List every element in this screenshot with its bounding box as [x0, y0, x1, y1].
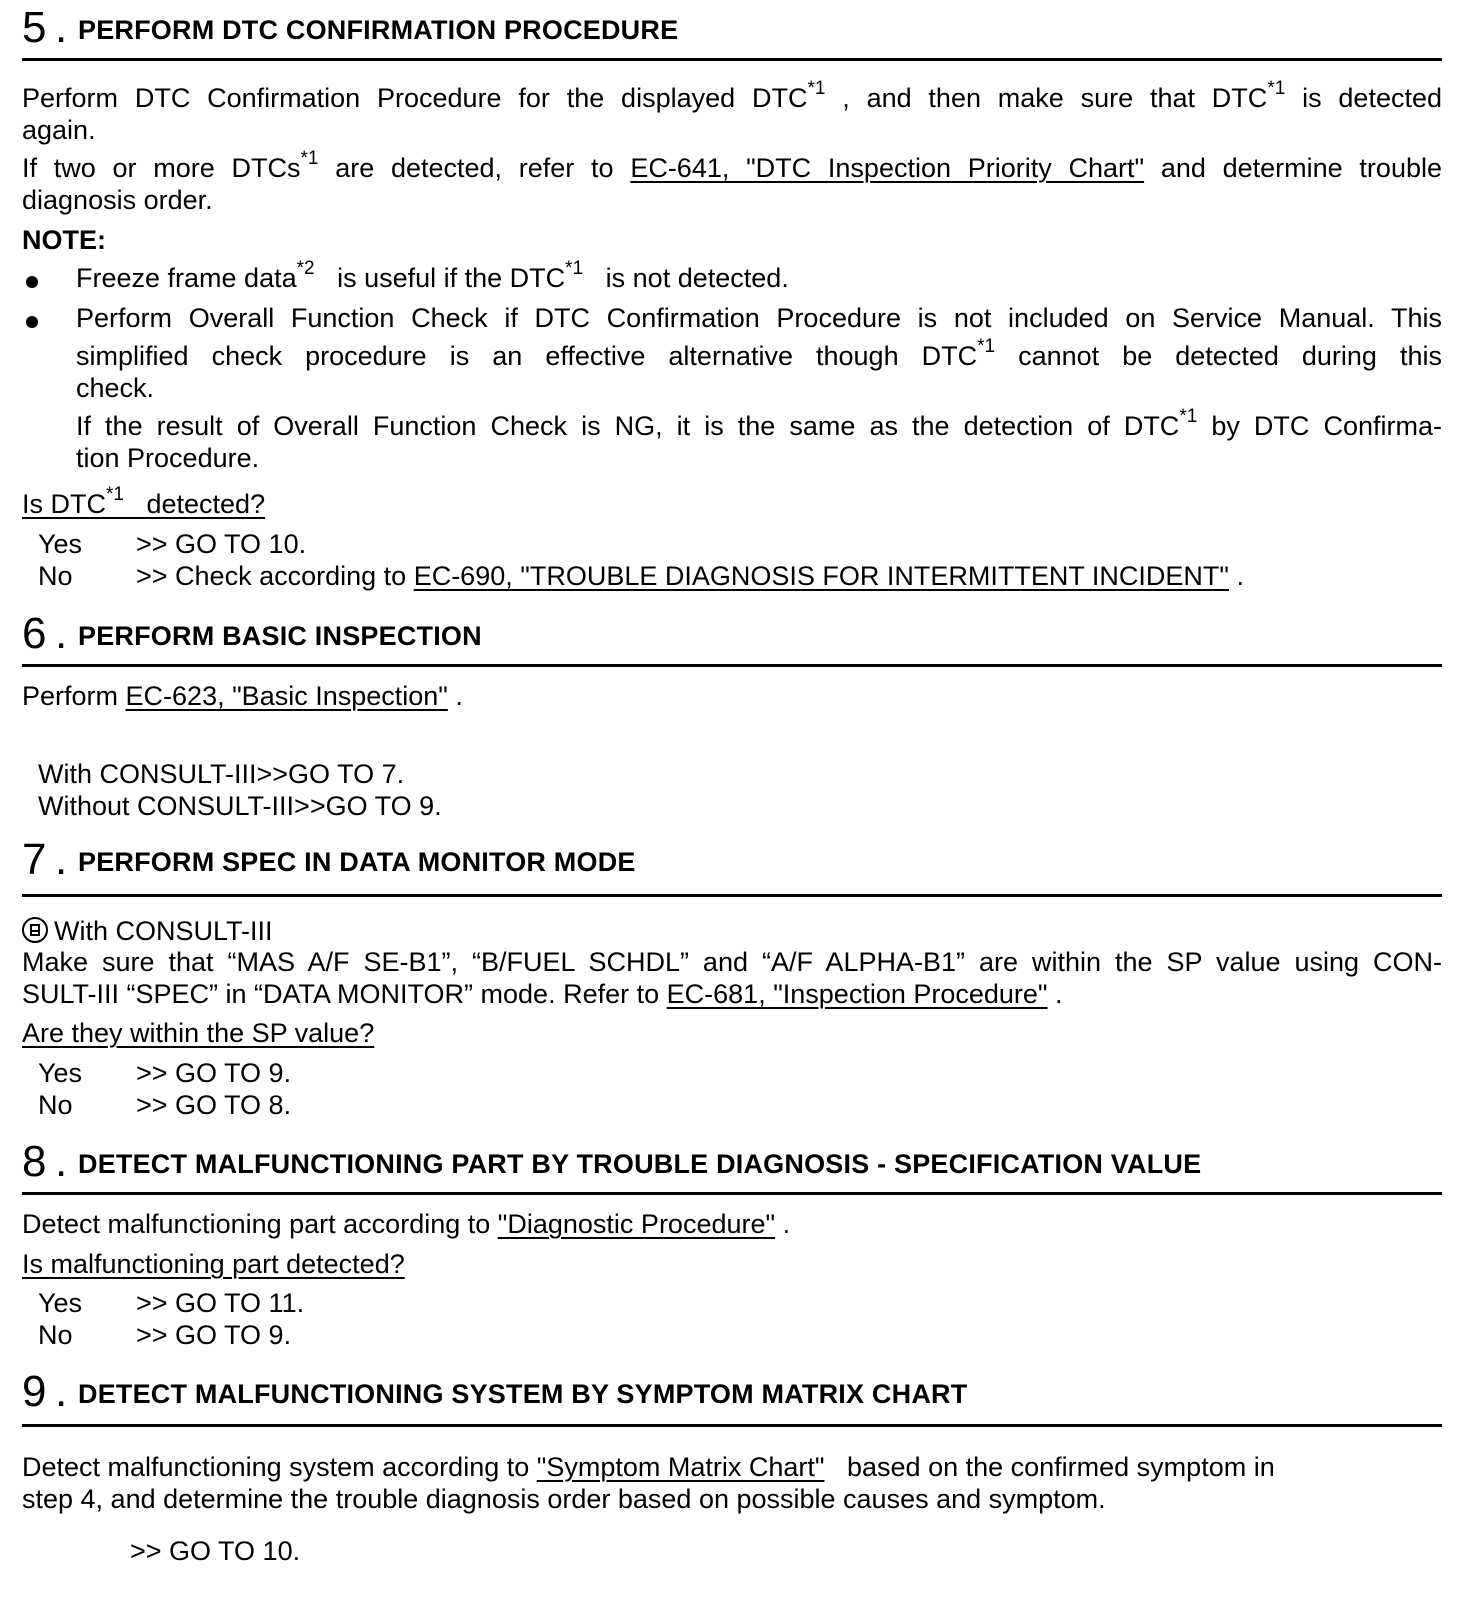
consult-tool-icon	[22, 917, 48, 943]
paragraph: Detect malfunctioning part according to "Diagnostic Procedure" .	[22, 1209, 791, 1239]
answer-yes-action: >> GO TO 11.	[136, 1288, 305, 1318]
paragraph-cont: again.	[22, 115, 96, 145]
note-bullet-1: Freeze frame data$^{*2}$ is useful if the DTC$^{*1}$ is not detected.	[76, 258, 789, 293]
link-inspection-procedure[interactable]: EC-681, "Inspection Procedure"	[666, 979, 1048, 1009]
with-consult-line: With CONSULT-III	[22, 914, 273, 947]
paragraph: Detect malfunctioning system according to "Symptom Matrix Chart" based on the confirmed symptom in	[22, 1452, 1275, 1482]
answer-yes-label: Yes	[38, 529, 83, 559]
paragraph-cont: SULT-III “SPEC” in “DATA MONITOR” mode. Refer to EC-681, "Inspection Procedure" .	[22, 979, 1063, 1009]
question: Are they within the SP value?	[22, 1018, 375, 1048]
note-bullet-2-cont: tion Procedure.	[76, 443, 260, 473]
link-diagnostic-procedure[interactable]: "Diagnostic Procedure"	[497, 1209, 776, 1239]
answer-no-label: No	[38, 1090, 73, 1120]
section-divider	[22, 1192, 1442, 1195]
answer-no-action: >> GO TO 8.	[136, 1090, 292, 1120]
section-title: PERFORM BASIC INSPECTION	[78, 621, 482, 651]
link-dtc-inspection-priority-chart[interactable]: EC-641, "DTC Inspection Priority Chart"	[630, 153, 1145, 183]
note-bullet-2-cont: check.	[76, 373, 155, 403]
answer-no-label: No	[38, 561, 73, 591]
answer-yes-label: Yes	[38, 1288, 83, 1318]
paragraph: Perform DTC Confirmation Procedure for the displayed DTC$^{*1}$ , and then make sure that DTC$^{*1}$ is detected	[22, 78, 1443, 113]
note-bullet-2-cont: If the result of Overall Function Check is NG, it is the same as the detection of DTC$^{*1}$ by DTC Confirma-	[76, 406, 1442, 441]
paragraph: Perform EC-623, "Basic Inspection" .	[22, 681, 463, 711]
link-symptom-matrix-chart[interactable]: "Symptom Matrix Chart"	[536, 1452, 825, 1482]
answer-with-consult: With CONSULT-III>>GO TO 7.	[38, 759, 405, 789]
section-title: DETECT MALFUNCTIONING PART BY TROUBLE DIAGNOSIS - SPECIFICATION VALUE	[78, 1149, 1202, 1179]
link-trouble-diagnosis-intermittent[interactable]: EC-690, "TROUBLE DIAGNOSIS FOR INTERMITTENT INCIDENT"	[413, 561, 1229, 591]
link-basic-inspection[interactable]: EC-623, "Basic Inspection"	[125, 681, 448, 711]
section-divider	[22, 58, 1442, 61]
goto-action: >> GO TO 10.	[130, 1536, 301, 1566]
section-5-header: 5 . PERFORM DTC CONFIRMATION PROCEDURE	[22, 3, 679, 52]
answer-no-action: >> GO TO 9.	[136, 1320, 292, 1350]
bullet-dot	[26, 276, 38, 288]
note-bullet-2-cont: simplified check procedure is an effective alternative though DTC$^{*1}$ cannot be detected during this	[76, 336, 1442, 371]
section-title: DETECT MALFUNCTIONING SYSTEM BY SYMPTOM MATRIX CHART	[78, 1379, 968, 1409]
section-number: 7	[22, 835, 47, 884]
paragraph-cont: diagnosis order.	[22, 185, 213, 215]
section-number: 8	[22, 1137, 47, 1186]
answer-no-label: No	[38, 1320, 73, 1350]
question: Is malfunctioning part detected?	[22, 1249, 405, 1279]
answer-yes-label: Yes	[38, 1058, 83, 1088]
paragraph-cont: step 4, and determine the trouble diagnosis order based on possible causes and symptom.	[22, 1484, 1106, 1514]
bullet-dot	[26, 316, 38, 328]
section-9-header: 9 . DETECT MALFUNCTIONING SYSTEM BY SYMPTOM MATRIX CHART	[22, 1367, 968, 1416]
section-6-header: 6 . PERFORM BASIC INSPECTION	[22, 609, 482, 658]
section-7-header: 7 . PERFORM SPEC IN DATA MONITOR MODE	[22, 835, 636, 884]
section-number: 5	[22, 3, 47, 52]
note-label: NOTE:	[22, 225, 106, 255]
section-divider	[22, 894, 1442, 897]
answer-without-consult: Without CONSULT-III>>GO TO 9.	[38, 791, 442, 821]
answer-yes-action: >> GO TO 10.	[136, 529, 307, 559]
section-8-header: 8 . DETECT MALFUNCTIONING PART BY TROUBLE DIAGNOSIS - SPECIFICATION VALUE	[22, 1137, 1202, 1186]
section-divider	[22, 664, 1442, 667]
section-number: 9	[22, 1367, 47, 1416]
answer-no-action: >> Check according to EC-690, "TROUBLE DIAGNOSIS FOR INTERMITTENT INCIDENT" .	[136, 561, 1244, 591]
question: Is DTC$^{*1}$ detected?	[22, 484, 266, 519]
answer-yes-action: >> GO TO 9.	[136, 1058, 292, 1088]
paragraph: If two or more DTCs$^{*1}$ are detected, refer to EC-641, "DTC Inspection Priority Chart" and determine trouble	[22, 148, 1442, 183]
section-divider	[22, 1424, 1442, 1427]
paragraph: Make sure that “MAS A/F SE-B1”, “B/FUEL SCHDL” and “A/F ALPHA-B1” are within the SP value using CON-	[22, 947, 1442, 977]
section-title: PERFORM SPEC IN DATA MONITOR MODE	[78, 847, 636, 877]
section-number: 6	[22, 609, 47, 658]
section-title: PERFORM DTC CONFIRMATION PROCEDURE	[78, 15, 679, 45]
note-bullet-2: Perform Overall Function Check if DTC Confirmation Procedure is not included on Service Manual. This	[76, 303, 1442, 333]
